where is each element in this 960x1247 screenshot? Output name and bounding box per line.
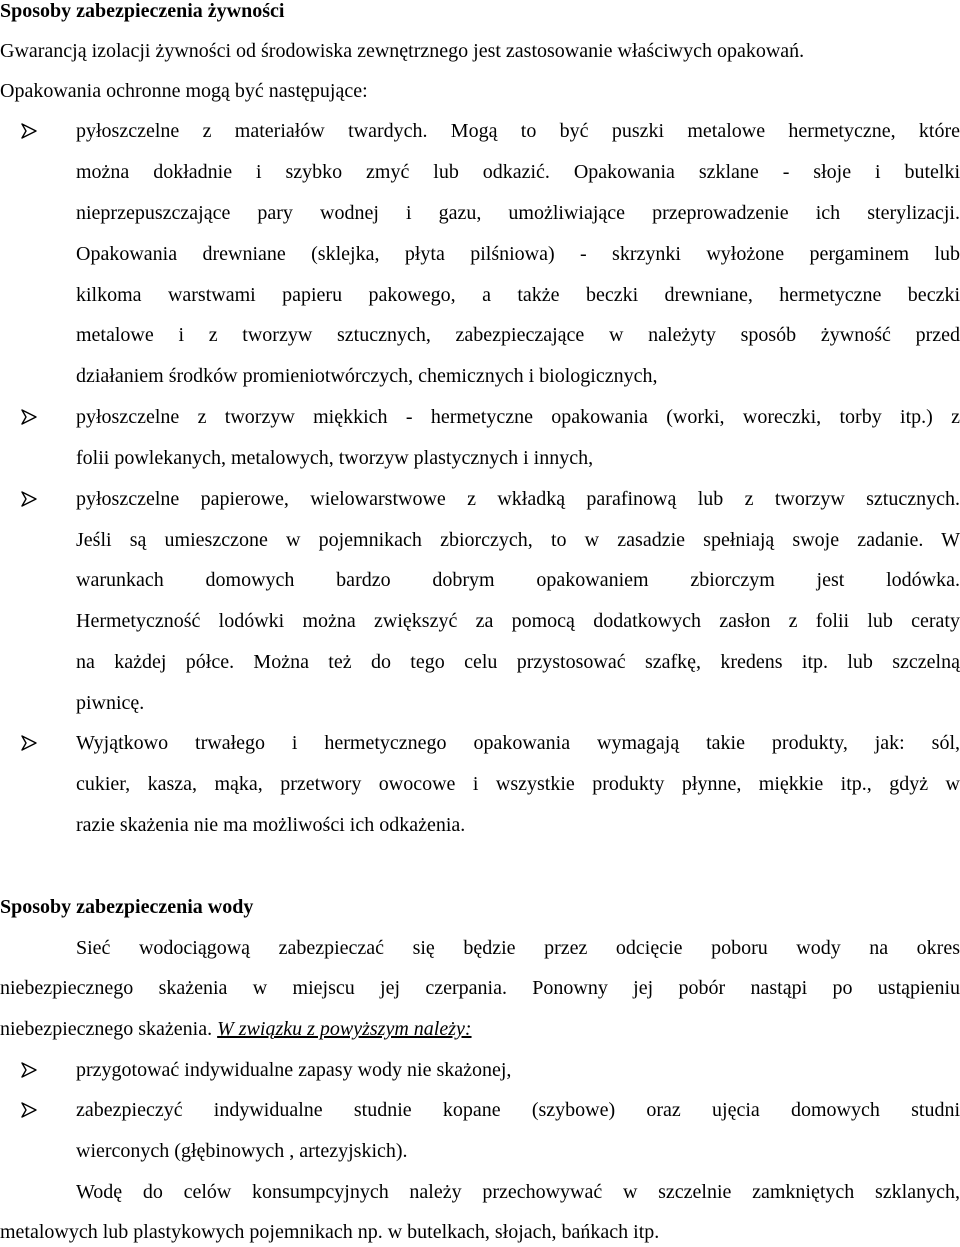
list-item-line: folii powlekanych, metalowych, tworzyw plastycznych i innych, xyxy=(76,447,594,469)
list-item-line: nieprzepuszczające pary wodnej i gazu, umożliwiające przeprowadzenie ich sterylizacji. xyxy=(76,202,960,224)
arrow-bullet-icon xyxy=(18,485,40,513)
list-item-line: pyłoszczelne z tworzyw miękkich - hermetyczne opakowania (worki, woreczki, torby itp.) z xyxy=(76,406,960,428)
paragraph-line xyxy=(0,1015,960,1043)
arrow-bullet-icon xyxy=(18,1096,40,1124)
list-item-line: przygotować indywidualne zapasy wody nie skażonej, xyxy=(76,1059,512,1081)
list-item-line: kilkoma warstwami papieru pakowego, a także beczki drewniane, hermetyczne beczki xyxy=(76,284,960,306)
list-item-line: warunkach domowych bardzo dobrym opakowaniem zbiorczym jest lodówka. xyxy=(76,569,960,591)
arrow-bullet-icon xyxy=(18,403,40,431)
list-item-line: działaniem środków promieniotwórczych, chemicznych i biologicznych, xyxy=(76,365,658,387)
list-item-line: Jeśli są umieszczone w pojemnikach zbiorczych, to w zasadzie spełniają swoje zadanie. W xyxy=(76,529,960,551)
list-item-line: cukier, kasza, mąka, przetwory owocowe i wszystkie produkty płynne, miękkie itp., gdyż w xyxy=(76,773,960,795)
paragraph-line: Sieć wodociągową zabezpieczać się będzie przez odcięcie poboru wody na okres xyxy=(76,937,960,959)
list-item-line: pyłoszczelne papierowe, wielowarstwowe z wkładką parafinową lub z tworzyw sztucznych. xyxy=(76,488,960,510)
list-item-line: Hermetyczność lodówki można zwiększyć za pomocą dodatkowych zasłon z folii lub ceraty xyxy=(76,610,960,632)
list-item-line: Wyjątkowo trwałego i hermetycznego opakowania wymagają takie produkty, jak: sól, xyxy=(76,732,960,754)
list-item-line: wierconych (głębinowych , artezyjskich). xyxy=(76,1140,408,1162)
list-item-line: metalowe i z tworzyw sztucznych, zabezpieczające w należyty sposób żywność przed xyxy=(76,324,960,346)
closing-line: Wodę do celów konsumpcyjnych należy przechowywać w szczelnie zamkniętych szklanych, xyxy=(76,1181,960,1203)
intro-line-1: Gwarancją izolacji żywności od środowiska zewnętrznego jest zastosowanie właściwych opakowań. xyxy=(0,40,805,62)
list-item-line: pyłoszczelne z materiałów twardych. Mogą to być puszki metalowe hermetyczne, które xyxy=(76,120,960,142)
arrow-bullet-icon xyxy=(18,729,40,757)
arrow-bullet-icon xyxy=(18,1056,40,1084)
list-item-line: Opakowania drewniane (sklejka, płyta pilśniowa) - skrzynki wyłożone pergaminem lub xyxy=(76,243,960,265)
closing-line: metalowych lub plastykowych pojemnikach np. w butelkach, słojach, bańkach itp. xyxy=(0,1221,660,1243)
intro-line-2: Opakowania ochronne mogą być następujące: xyxy=(0,80,368,102)
underlined-instruction: W związku z powyższym należy: xyxy=(217,1018,472,1040)
list-item-line: zabezpieczyć indywidualne studnie kopane (szybowe) oraz ujęcia domowych studni xyxy=(76,1099,960,1121)
list-item-line: piwnicę. xyxy=(76,692,145,714)
list-item-line: na każdej półce. Można też do tego celu przystosować szafkę, kredens itp. lub szczelną xyxy=(76,651,960,673)
paragraph-text: niebezpiecznego skażenia. xyxy=(0,1018,213,1040)
section-heading-food: Sposoby zabezpieczenia żywności xyxy=(0,0,285,22)
list-item-line: można dokładnie i szybko zmyć lub odkazić. Opakowania szklane - słoje i butelki xyxy=(76,161,960,183)
list-item-line: razie skażenia nie ma możliwości ich odkażenia. xyxy=(76,814,466,836)
arrow-bullet-icon xyxy=(18,117,40,145)
paragraph-line: niebezpiecznego skażenia w miejscu jej czerpania. Ponowny jej pobór nastąpi po ustąpieniu xyxy=(0,977,960,999)
section-heading-water: Sposoby zabezpieczenia wody xyxy=(0,896,254,918)
